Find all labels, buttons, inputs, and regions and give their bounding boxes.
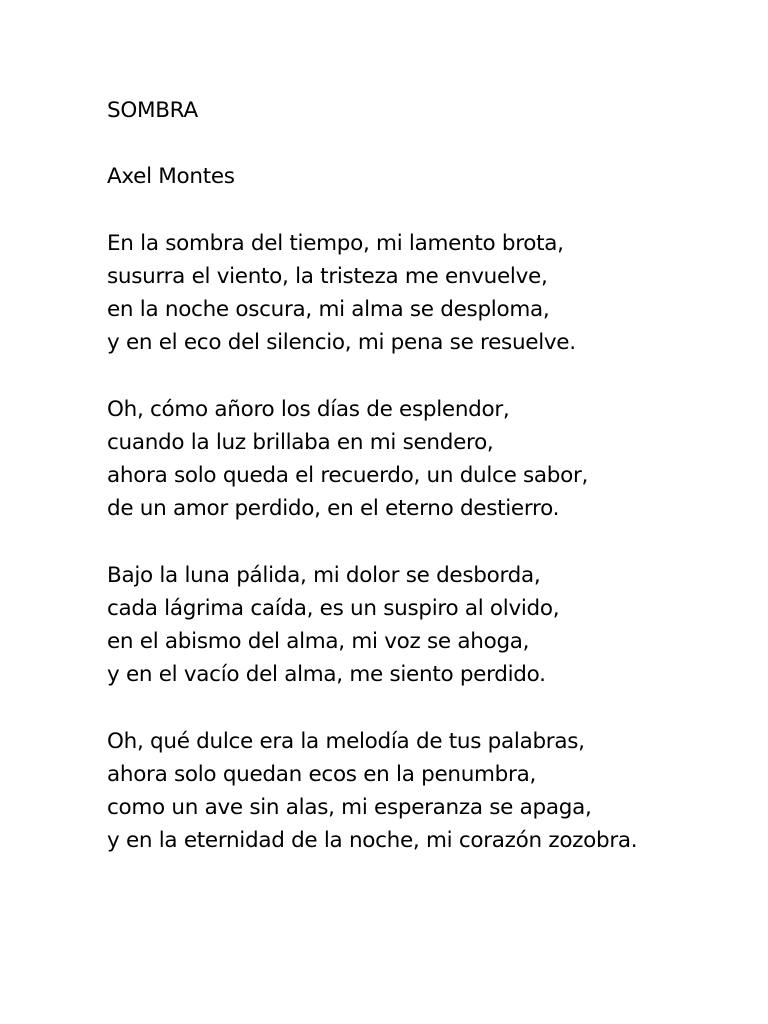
verse-line: Oh, cómo añoro los días de esplendor, [107,396,510,422]
verse-line: y en el vacío del alma, me siento perdido. [107,662,546,688]
stanza-4 [107,725,747,858]
verse-line: de un amor perdido, en el eterno destierro. [107,496,560,522]
stanza-1 [107,227,747,360]
verse-line: y en la eternidad de la noche, mi corazón zozobra. [107,828,638,854]
verse-line: cuando la luz brillaba en mi sendero, [107,429,494,455]
verse-line: ahora solo queda el recuerdo, un dulce sabor, [107,463,589,489]
verse-line: en la noche oscura, mi alma se desploma, [107,297,550,323]
verse-line: Oh, qué dulce era la melodía de tus palabras, [107,728,585,754]
verse-line: susurra el viento, la tristeza me envuelve, [107,263,548,289]
verse-line: en el abismo del alma, mi voz se ahoga, [107,629,530,654]
spacer [107,194,747,227]
stanza-2 [107,393,747,526]
spacer [107,360,747,393]
poem-title: SOMBRA [107,98,198,123]
verse-line: y en el eco del silencio, mi pena se resuelve. [107,330,576,356]
poem-author: Axel Montes [107,164,235,190]
spacer [107,525,747,558]
verse-line: cada lágrima caída, es un suspiro al olvido, [107,595,560,621]
verse-line: como un ave sin alas, mi esperanza se apaga, [107,794,592,820]
verse-line: Bajo la luna pálida, mi dolor se desborda, [107,562,541,588]
spacer [107,691,747,724]
verse-line: ahora solo quedan ecos en la penumbra, [107,761,536,787]
stanza-3 [107,559,747,692]
poem-body [107,94,747,857]
spacer [107,127,747,160]
verse-line: En la sombra del tiempo, mi lamento brota, [107,230,564,256]
